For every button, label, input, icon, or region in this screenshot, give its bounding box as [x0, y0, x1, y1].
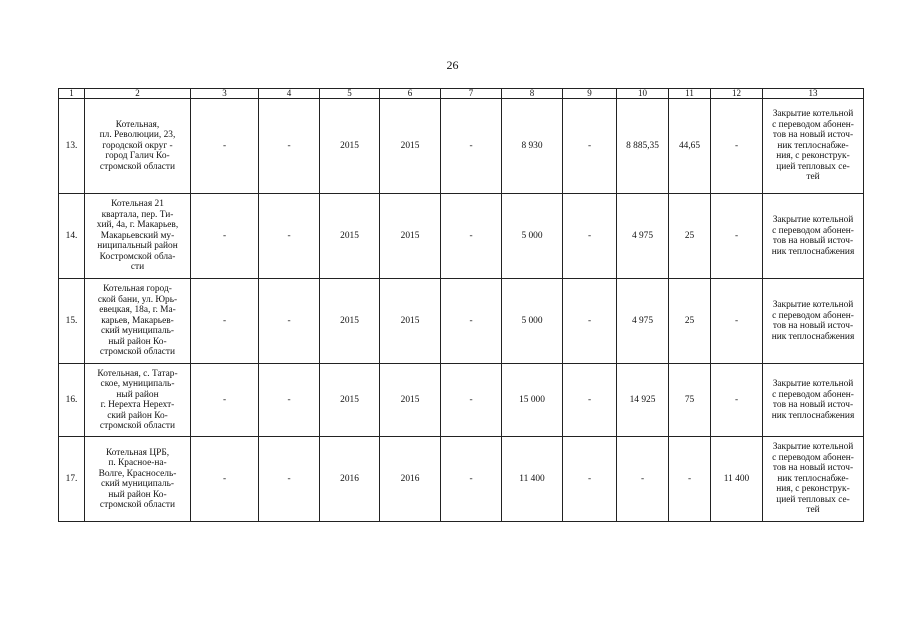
column-header: 5 — [320, 89, 380, 99]
page-number: 26 — [446, 58, 459, 72]
cell-col4: - — [259, 437, 320, 522]
object-name: Котельная город- ской бани, ул. Юрь- евецкая, 18а, г. Ма- карьев, Макарьев- ский муниципаль- ный район Ко- стромской области — [85, 279, 191, 364]
cell-col10: 4 975 — [617, 279, 669, 364]
cell-col10: - — [617, 437, 669, 522]
object-name: Котельная 21 квартала, пер. Ти- хий, 4а, г. Макарьев, Макарьевский му- ниципальный район Костромской обла- сти — [85, 194, 191, 279]
table-row — [59, 437, 864, 522]
cell-col3: - — [191, 437, 259, 522]
cell-col11: 25 — [669, 194, 711, 279]
cell-col6: 2015 — [380, 99, 441, 194]
column-header: 10 — [617, 89, 669, 99]
cell-col11: 44,65 — [669, 99, 711, 194]
row-number: 16. — [59, 364, 85, 437]
column-header: 6 — [380, 89, 441, 99]
cell-col8: 15 000 — [502, 364, 563, 437]
row-number: 17. — [59, 437, 85, 522]
cell-col9: - — [563, 99, 617, 194]
cell-col11: - — [669, 437, 711, 522]
cell-col5: 2015 — [320, 279, 380, 364]
column-header: 1 — [59, 89, 85, 99]
cell-col3: - — [191, 194, 259, 279]
object-name: Котельная, с. Татар- ское, муниципаль- ный район г. Нерехта Нерехт- ский район Ко- стромской области — [85, 364, 191, 437]
cell-col10: 14 925 — [617, 364, 669, 437]
column-number-row — [59, 89, 864, 99]
cell-col11: 75 — [669, 364, 711, 437]
object-name: Котельная ЦРБ, п. Красное-на- Волге, Красносель- ский муниципаль- ный район Ко- стромской области — [85, 437, 191, 522]
column-header: 12 — [711, 89, 763, 99]
cell-col5: 2016 — [320, 437, 380, 522]
cell-col6: 2015 — [380, 364, 441, 437]
column-header: 4 — [259, 89, 320, 99]
cell-col3: - — [191, 364, 259, 437]
cell-col12: 11 400 — [711, 437, 763, 522]
cell-col9: - — [563, 194, 617, 279]
cell-col12: - — [711, 364, 763, 437]
cell-col9: - — [563, 279, 617, 364]
cell-col5: 2015 — [320, 364, 380, 437]
cell-col12: - — [711, 194, 763, 279]
cell-col4: - — [259, 194, 320, 279]
column-header: 3 — [191, 89, 259, 99]
row-number: 14. — [59, 194, 85, 279]
column-header: 13 — [763, 89, 864, 99]
note-cell: Закрытие котельной с переводом абонен- тов на новый источ- ник теплоснабжения — [763, 279, 864, 364]
investment-table — [58, 88, 864, 522]
row-number: 13. — [59, 99, 85, 194]
cell-col7: - — [441, 364, 502, 437]
cell-col12: - — [711, 99, 763, 194]
cell-col7: - — [441, 194, 502, 279]
cell-col6: 2016 — [380, 437, 441, 522]
cell-col12: - — [711, 279, 763, 364]
cell-col10: 4 975 — [617, 194, 669, 279]
column-header: 8 — [502, 89, 563, 99]
cell-col5: 2015 — [320, 194, 380, 279]
note-cell: Закрытие котельной с переводом абонен- тов на новый источ- ник теплоснабжения — [763, 364, 864, 437]
cell-col9: - — [563, 364, 617, 437]
column-header: 2 — [85, 89, 191, 99]
note-cell: Закрытие котельной с переводом абонен- тов на новый источ- ник теплоснабже- ния, с реконструк- цией тепловых се- тей — [763, 99, 864, 194]
cell-col3: - — [191, 99, 259, 194]
cell-col11: 25 — [669, 279, 711, 364]
cell-col4: - — [259, 364, 320, 437]
row-number: 15. — [59, 279, 85, 364]
table-row — [59, 99, 864, 194]
column-header: 9 — [563, 89, 617, 99]
cell-col8: 5 000 — [502, 194, 563, 279]
column-header: 7 — [441, 89, 502, 99]
cell-col3: - — [191, 279, 259, 364]
cell-col4: - — [259, 279, 320, 364]
table-row — [59, 279, 864, 364]
cell-col7: - — [441, 279, 502, 364]
object-name: Котельная, пл. Революции, 23, городской округ - город Галич Ко- стромской области — [85, 99, 191, 194]
cell-col8: 8 930 — [502, 99, 563, 194]
cell-col4: - — [259, 99, 320, 194]
cell-col6: 2015 — [380, 194, 441, 279]
cell-col6: 2015 — [380, 279, 441, 364]
table-row — [59, 364, 864, 437]
note-cell: Закрытие котельной с переводом абонен- тов на новый источ- ник теплоснабжения — [763, 194, 864, 279]
column-header: 11 — [669, 89, 711, 99]
cell-col8: 5 000 — [502, 279, 563, 364]
cell-col7: - — [441, 99, 502, 194]
cell-col7: - — [441, 437, 502, 522]
cell-col10: 8 885,35 — [617, 99, 669, 194]
note-cell: Закрытие котельной с переводом абонен- тов на новый источ- ник теплоснабже- ния, с реконструк- цией тепловых се- тей — [763, 437, 864, 522]
table-row — [59, 194, 864, 279]
cell-col8: 11 400 — [502, 437, 563, 522]
cell-col9: - — [563, 437, 617, 522]
cell-col5: 2015 — [320, 99, 380, 194]
